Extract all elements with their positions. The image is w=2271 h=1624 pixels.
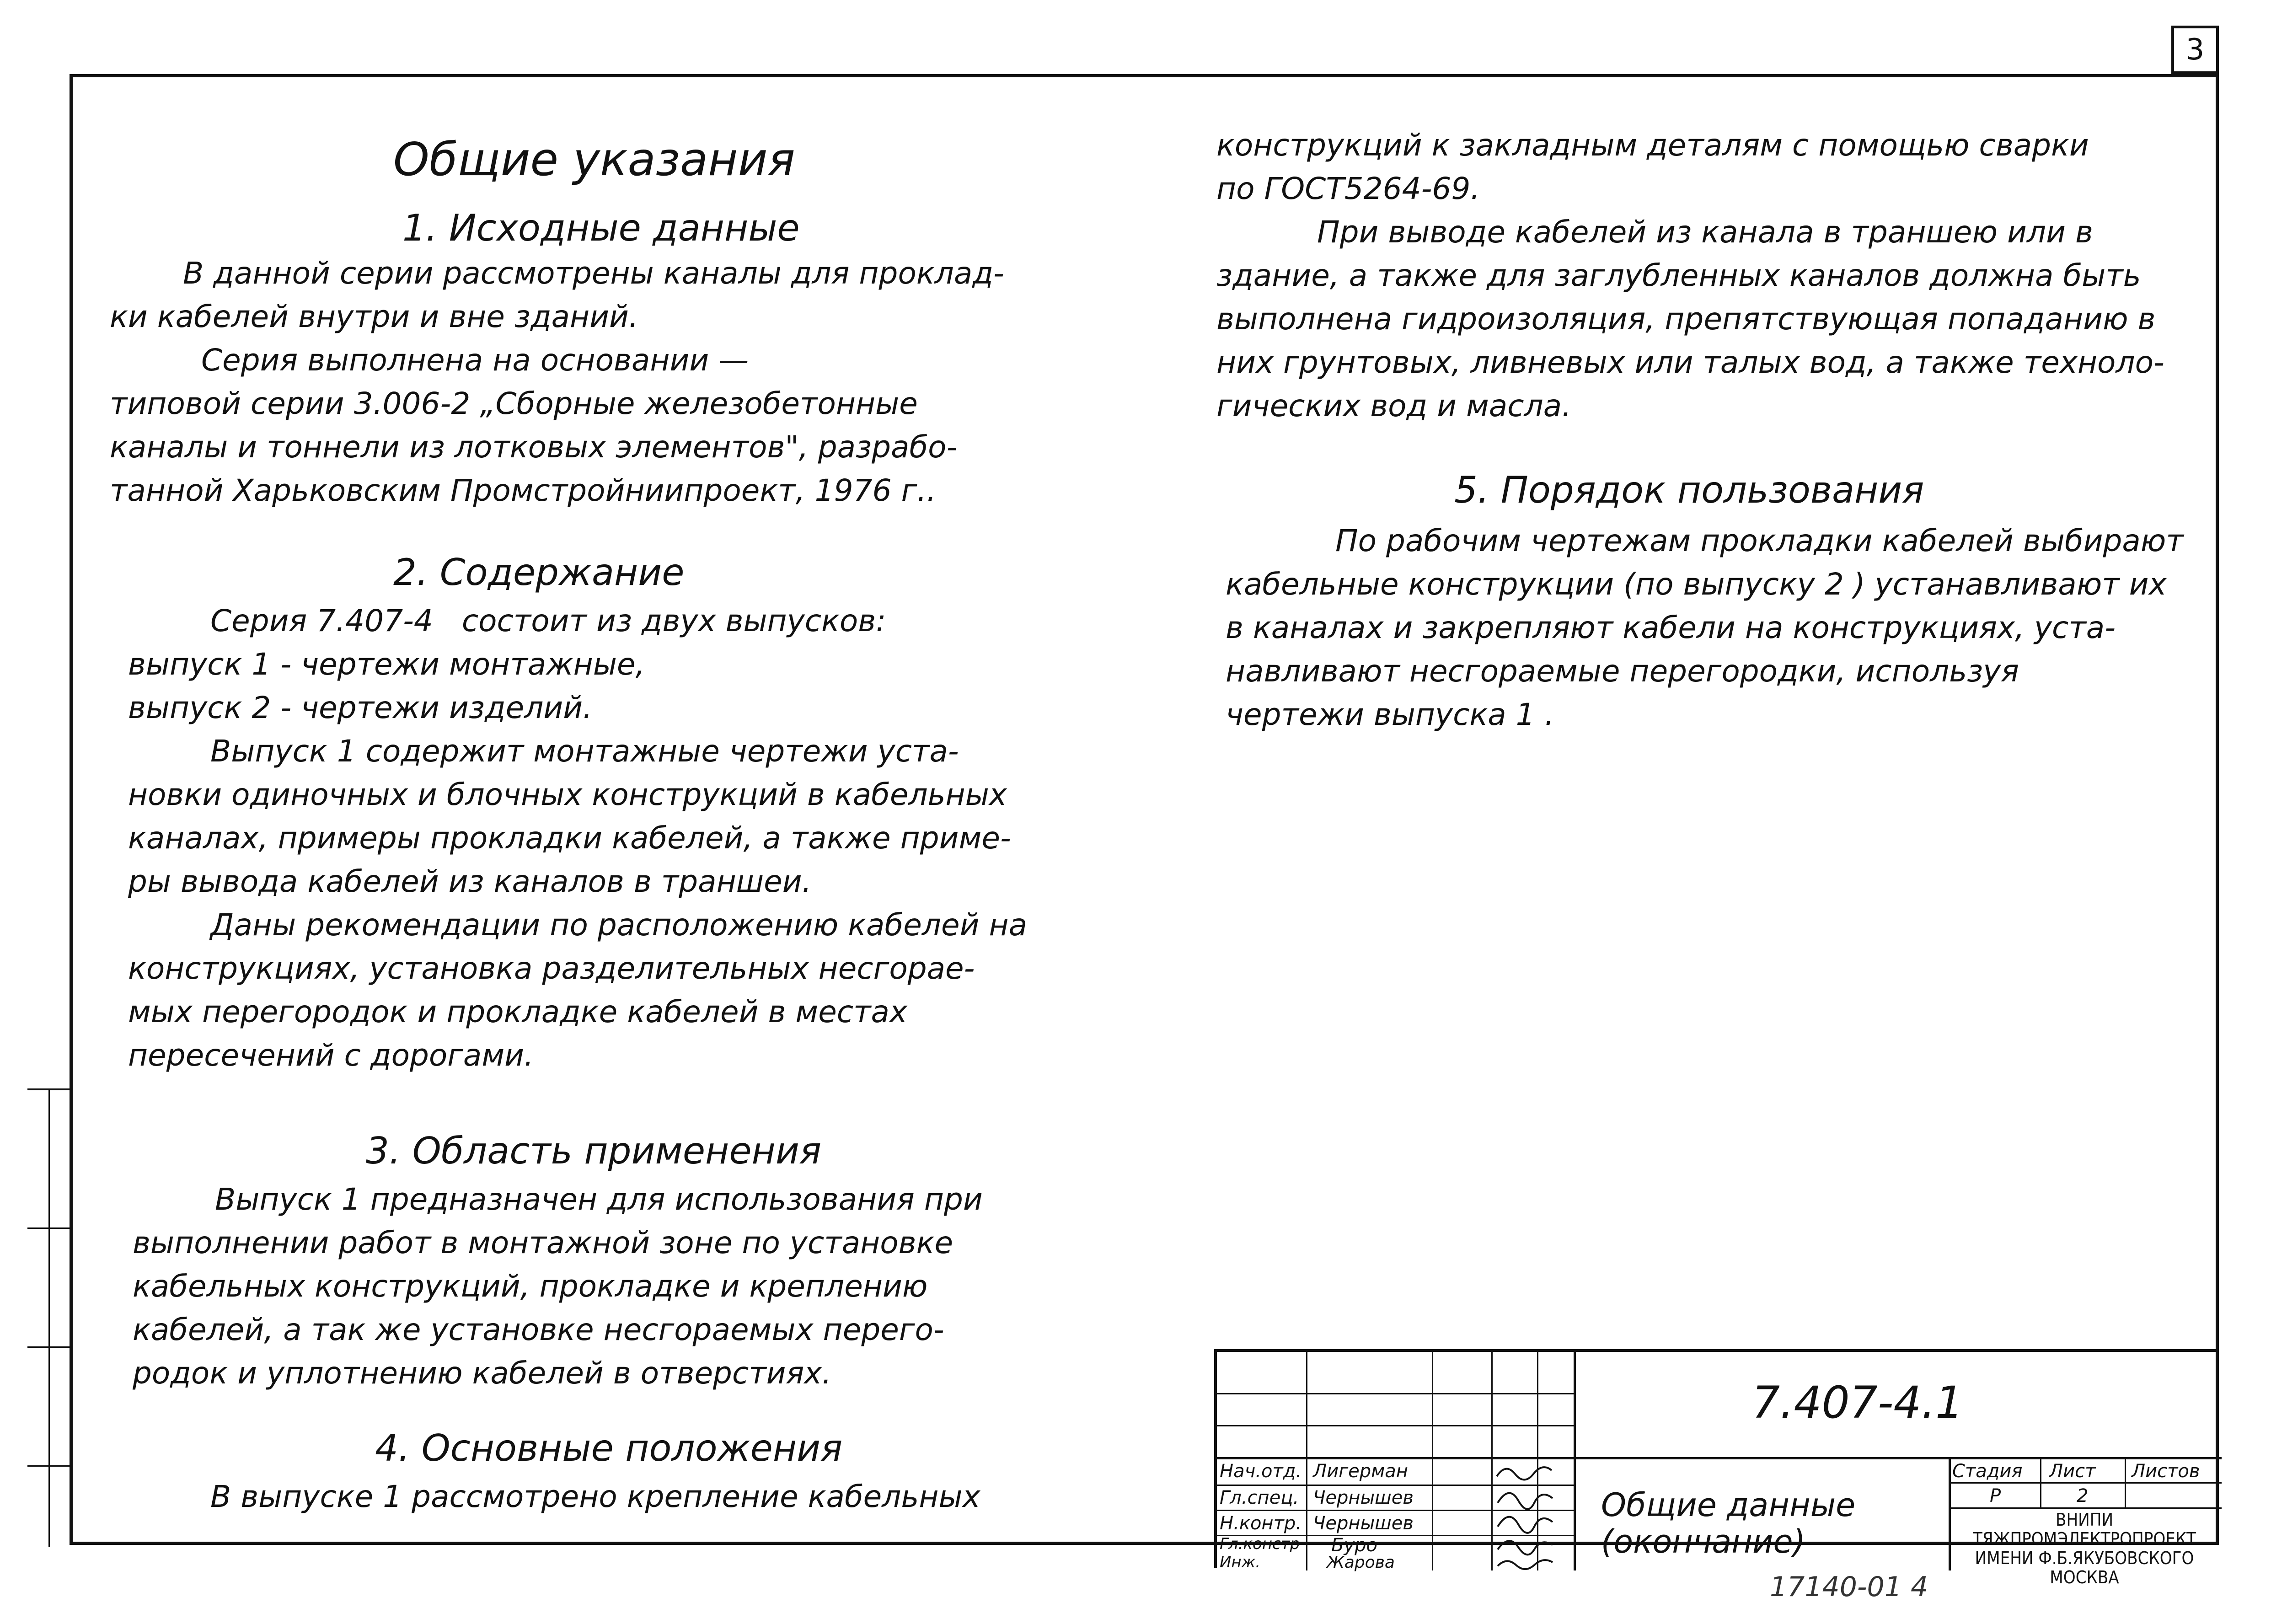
org-line: ВНИПИ <box>2055 1510 2114 1530</box>
text-line: ки кабелей внутри и вне зданий. <box>110 299 638 334</box>
text-line: каналах, примеры прокладки кабелей, а также приме- <box>128 820 1011 856</box>
text-line: По рабочим чертежам прокладки кабелей выбирают <box>1335 523 2184 558</box>
text-line: в каналах и закрепляют кабели на конструкциях, уста- <box>1226 610 2116 645</box>
section-5-heading: 5. Порядок пользования <box>1454 469 1924 511</box>
text-line: конструкций к закладным деталям с помощью сварки <box>1216 128 2089 163</box>
section-1-heading: 1. Исходные данные <box>402 207 800 249</box>
text-line: родок и уплотнению кабелей в отверстиях. <box>133 1356 832 1391</box>
text-line: навливают несгораемые перегородки, используя <box>1226 654 2019 689</box>
text-line: В данной серии рассмотрены каналы для проклад- <box>183 256 1004 291</box>
text-line: кабельные конструкции (по выпуску 2 ) устанавливают их <box>1226 567 2167 602</box>
text-line: танной Харьковским Промстройниипроект, 1976 г.. <box>110 473 937 508</box>
stage-value: Р <box>1990 1485 2001 1506</box>
sheet-number-box: 3 <box>2171 26 2219 74</box>
stage-header: Стадия <box>1952 1461 2023 1482</box>
org-line: ИМЕНИ Ф.Б.ЯКУБОВСКОГО <box>1975 1548 2194 1568</box>
text-line: При выводе кабелей из канала в траншею или в <box>1317 214 2093 250</box>
text-line: Выпуск 1 предназначен для использования при <box>215 1182 983 1217</box>
sheet-header: Лист <box>2049 1461 2096 1482</box>
signer-name: Чернышев <box>1313 1487 1414 1508</box>
text-line: мых перегородок и прокладке кабелей в местах <box>128 994 908 1029</box>
text-line: выполнении работ в монтажной зоне по установке <box>133 1225 953 1260</box>
signer-role: Гл.спец. <box>1220 1487 1299 1508</box>
section-4-heading: 4. Основные положения <box>375 1427 843 1469</box>
left-margin-strip <box>27 1088 70 1547</box>
text-line: кабелей, а так же установке несгораемых перего- <box>133 1312 944 1347</box>
signatures-image <box>1491 1458 1574 1570</box>
signer-name: Лигерман <box>1313 1461 1408 1482</box>
text-line: них грунтовых, ливневых или талых вод, а также техноло- <box>1216 345 2164 380</box>
text-line: пересечений с дорогами. <box>128 1038 534 1073</box>
text-line: Даны рекомендации по расположению кабелей на <box>210 907 1028 943</box>
org-line: ТЯЖПРОМЭЛЕКТРОПРОЕКТ <box>1972 1529 2196 1549</box>
section-5-body <box>1226 519 2184 736</box>
text-line: В выпуске 1 рассмотрено крепление кабельных <box>210 1479 980 1514</box>
section-3-body <box>133 1178 983 1395</box>
signer-name: Буро <box>1331 1535 1377 1556</box>
signer-role: Н.контр. <box>1220 1513 1302 1534</box>
text-line: типовой серии 3.006-2 „Сборные железобетонные <box>110 386 918 421</box>
text-line: Серия 7.407-4 состоит из двух выпусков: <box>210 603 886 638</box>
text-line: выпуск 1 - чертежи монтажные, <box>128 647 645 682</box>
text-line: чертежи выпуска 1 . <box>1226 697 1554 732</box>
signer-role: Нач.отд. <box>1220 1461 1302 1482</box>
text-line: гических вод и масла. <box>1216 388 1572 423</box>
text-line: выпуск 2 - чертежи изделий. <box>128 690 593 725</box>
page-title: Общие указания <box>393 133 795 186</box>
org-line: МОСКВА <box>2050 1567 2119 1587</box>
section-4-body-right <box>1216 123 2164 428</box>
text-line: новки одиночных и блочных конструкций в кабельных <box>128 777 1007 812</box>
text-line: кабельных конструкций, прокладке и креплению <box>133 1269 928 1304</box>
text-line: по ГОСТ5264-69. <box>1216 171 1480 206</box>
text-line: здание, а также для заглубленных каналов должна быть <box>1216 258 2141 293</box>
text-line: выполнена гидроизоляция, препятствующая попаданию в <box>1216 301 2156 337</box>
sheet-title-line-2: (окончание) <box>1601 1523 1805 1560</box>
sheet-title-line-1: Общие данные <box>1601 1486 1856 1524</box>
document-code: 7.407-4.1 <box>1752 1377 1964 1428</box>
text-line: Выпуск 1 содержит монтажные чертежи уста- <box>210 734 959 769</box>
archive-number: 17140-01 4 <box>1770 1571 1928 1603</box>
sheet-value: 2 <box>2077 1485 2089 1506</box>
section-1-body <box>110 252 1004 512</box>
text-line: каналы и тоннели из лотковых элементов", разрабо- <box>110 429 958 465</box>
organization <box>1947 1510 2222 1587</box>
section-3-heading: 3. Область применения <box>366 1130 821 1172</box>
text-line: конструкциях, установка разделительных несгорае- <box>128 951 975 986</box>
signer-name: Жарова <box>1327 1553 1395 1572</box>
section-4-body-left <box>210 1475 980 1518</box>
signer-role: Инж. <box>1220 1553 1261 1571</box>
section-2-body <box>128 599 1027 1077</box>
text-line: ры вывода кабелей из каналов в траншеи. <box>128 864 812 899</box>
sheets-header: Листов <box>2132 1461 2200 1482</box>
text-line: Серия выполнена на основании — <box>201 343 749 378</box>
signer-role: Гл.констр <box>1220 1535 1300 1553</box>
signer-name: Чернышев <box>1313 1513 1414 1534</box>
section-2-heading: 2. Содержание <box>393 551 685 594</box>
